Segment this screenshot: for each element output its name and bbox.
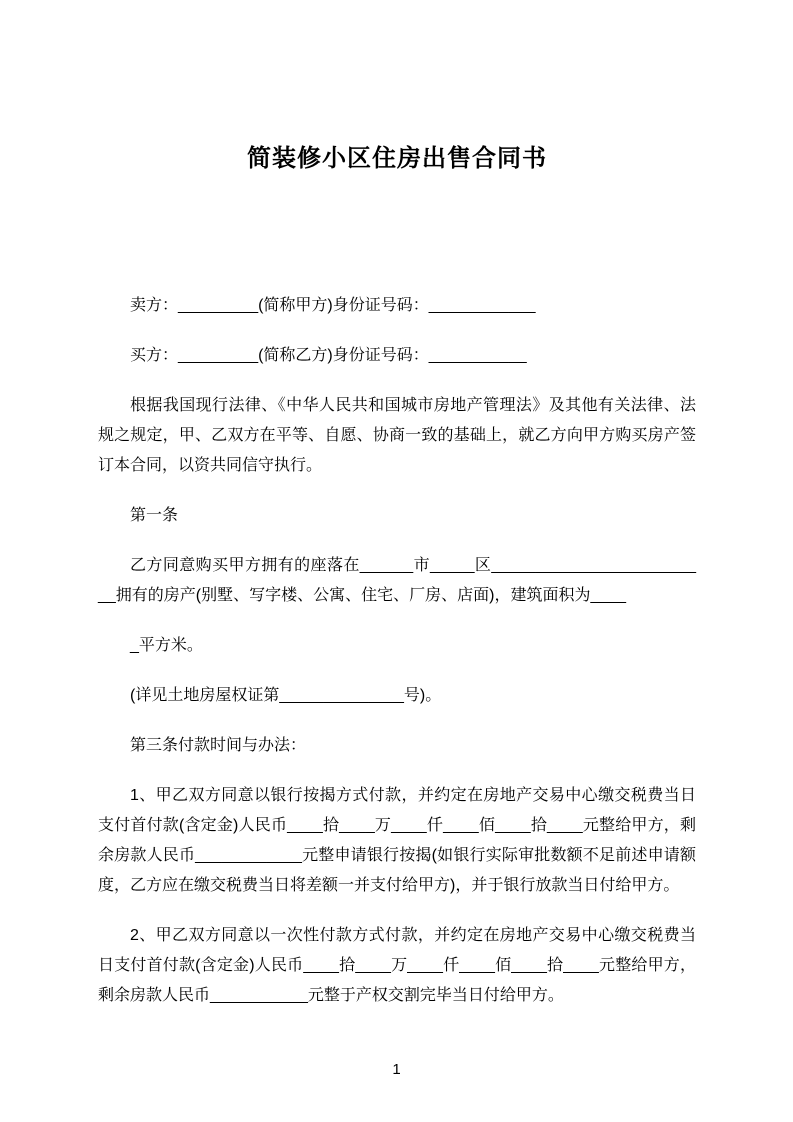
clause-3-heading: 第三条付款时间与办法： (130, 737, 307, 754)
clause-1-body-continued: _平方米。 (130, 637, 203, 654)
clause-1-heading: 第一条 (130, 507, 179, 524)
certificate-note: (详见土地房屋权证第______________号)。 (130, 687, 442, 704)
payment-method-1-paragraph: 1、甲乙双方同意以银行按揭方式付款，并约定在房地产交易中心缴交税费当日支付首付款(含定金)人民币____拾____万____仟____佰____拾____元整给甲方，剩余房款人民币____________元整申请银行按揭(如银行实际审批数额不足前述申请额度，乙方应在缴交税费当日将差额一并支付给甲方)，并于银行放款当日付给甲方。 (98, 787, 696, 894)
payment-method-2-paragraph: 2、甲乙双方同意以一次性付款方式付款，并约定在房地产交易中心缴交税费当日支付首付款(含定金)人民币____拾____万____仟____佰____拾____元整给甲方，剩余房款人民币___________元整于产权交割完毕当日付给甲方。 (98, 927, 696, 1004)
seller-line: 卖方：_________(简称甲方)身份证号码：____________ (130, 297, 536, 314)
document-title: 简装修小区住房出售合同书 (247, 145, 547, 172)
page-number: 1 (392, 1061, 401, 1078)
clause-1-body: 乙方同意购买甲方拥有的座落在______市_____区_________________________拥有的房产(别墅、写字楼、公寓、住宅、厂房、店面)，建筑面积为____ (98, 557, 696, 604)
buyer-line: 买方：_________(简称乙方)身份证号码：___________ (130, 347, 527, 364)
preamble-paragraph: 根据我国现行法律、《中华人民共和国城市房地产管理法》及其他有关法律、法规之规定，甲、乙双方在平等、自愿、协商一致的基础上，就乙方向甲方购买房产签订本合同，以资共同信守执行。 (98, 397, 696, 474)
